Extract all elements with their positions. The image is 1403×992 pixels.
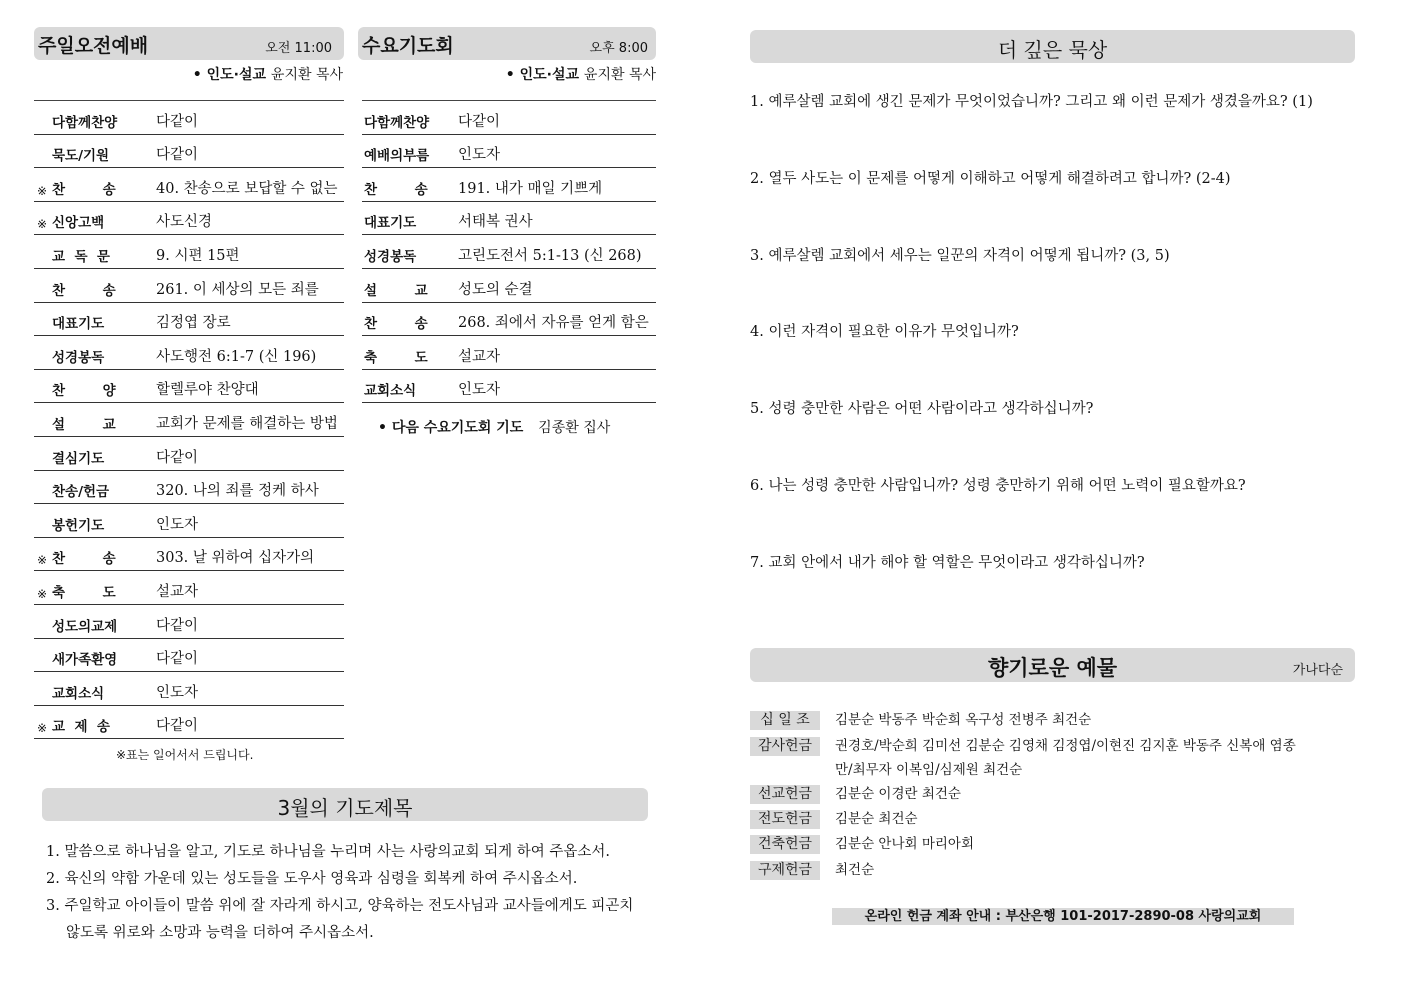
order-item: 설 교: [362, 268, 448, 302]
wednesday-order-row: [362, 168, 656, 202]
sunday-order-row: [34, 168, 344, 202]
order-item: 성경봉독: [50, 336, 146, 370]
standing-mark: ※: [34, 168, 50, 202]
order-item: 묵도/기원: [50, 134, 146, 168]
standing-mark: [34, 672, 50, 706]
meditation-header: [750, 30, 1355, 63]
sunday-order-row: [34, 638, 344, 672]
order-item: 축 도: [50, 571, 146, 605]
standing-mark: [34, 235, 50, 269]
meditation-question: 4. 이런 자격이 필요한 이유가 무엇입니까?: [750, 324, 1019, 341]
standing-mark: ※: [34, 705, 50, 739]
standing-mark: [34, 101, 50, 135]
order-item: 대표기도: [362, 201, 448, 235]
order-item: 교회소식: [362, 369, 448, 403]
standing-mark: [34, 470, 50, 504]
wednesday-header: [358, 27, 656, 60]
wednesday-order-row: [362, 336, 656, 370]
meditation-question: 5. 성령 충만한 사람은 어떤 사람이라고 생각하십니까?: [750, 401, 1094, 418]
order-item: 결심기도: [50, 436, 146, 470]
wednesday-order-row: [362, 235, 656, 269]
sunday-order-row: [34, 537, 344, 571]
order-item: 교 제 송: [50, 705, 146, 739]
wednesday-order-row: [362, 302, 656, 336]
sunday-title: 주일오전예배: [38, 35, 149, 57]
wednesday-order-row: [362, 369, 656, 403]
offering-title: 향기로운 예물: [987, 656, 1118, 680]
sunday-leader: [193, 64, 343, 84]
meditation-question: 1. 예루살렘 교회에 생긴 문제가 무엇이었습니까? 그리고 왜 이런 문제가 생겼을까요? (1): [750, 94, 1313, 110]
order-content: 교회가 문제를 해결하는 방법: [146, 403, 344, 437]
meditation-question: 6. 나는 성령 충만한 사람입니까? 성령 충만하기 위해 어떤 노력이 필요할까요?: [750, 478, 1246, 494]
sunday-header: [34, 27, 344, 60]
sunday-order-row: [34, 672, 344, 706]
order-item: 새가족환영: [50, 638, 146, 672]
order-content: 인도자: [448, 369, 656, 403]
standing-mark: [34, 134, 50, 168]
order-content: 268. 죄에서 자유를 얻게 함은: [448, 302, 656, 336]
offering-row: [750, 810, 1305, 831]
offering-label: 전도헌금: [750, 810, 820, 829]
order-content: 할렐루야 찬양대: [146, 369, 344, 403]
order-item: 찬 송: [362, 168, 448, 202]
offering-names: 김분순 최건순: [835, 811, 918, 827]
wednesday-leader-name: 윤지환 목사: [583, 67, 656, 83]
offering-label: 십 일 조: [750, 711, 820, 730]
standing-mark: [34, 403, 50, 437]
order-content: 261. 이 세상의 모든 죄를: [146, 268, 344, 302]
wednesday-order-row: [362, 134, 656, 168]
standing-mark: [34, 268, 50, 302]
order-item: 설 교: [50, 403, 146, 437]
order-content: 고린도전서 5:1-13 (신 268): [448, 235, 656, 269]
sunday-order-row: [34, 302, 344, 336]
order-item: 신앙고백: [50, 201, 146, 235]
standing-mark: [34, 604, 50, 638]
wednesday-order-table: [362, 100, 656, 403]
standing-mark: [34, 504, 50, 538]
order-content: 인도자: [448, 134, 656, 168]
order-item: 축 도: [362, 336, 448, 370]
order-item: 찬 송: [50, 268, 146, 302]
order-content: 9. 시편 15편: [146, 235, 344, 269]
standing-mark: ※: [34, 537, 50, 571]
offering-names: 김분순 안나회 마리아회: [835, 836, 974, 852]
order-content: 인도자: [146, 672, 344, 706]
sunday-order-row: [34, 504, 344, 538]
sunday-order-row: [34, 235, 344, 269]
order-content: 설교자: [448, 336, 656, 370]
sunday-order-row: [34, 470, 344, 504]
order-item: 교 독 문: [50, 235, 146, 269]
sunday-order-row: [34, 403, 344, 437]
sunday-leader-name: 윤지환 목사: [270, 67, 343, 83]
sunday-order-row: [34, 101, 344, 135]
order-item: 찬 송: [50, 537, 146, 571]
order-item: 성경봉독: [362, 235, 448, 269]
order-content: 40. 찬송으로 보답할 수 없는: [146, 168, 344, 202]
order-item: 봉헌기도: [50, 504, 146, 538]
online-account-info: 온라인 헌금 계좌 안내 : 부산은행 101-2017-2890-08 사랑의교회: [832, 908, 1294, 925]
sunday-footnote: ※표는 일어서서 드립니다.: [116, 748, 254, 762]
order-item: 성도의교제: [50, 604, 146, 638]
sunday-order-row: [34, 604, 344, 638]
order-item: 찬 송: [362, 302, 448, 336]
standing-mark: [34, 638, 50, 672]
sunday-order-row: [34, 268, 344, 302]
order-item: 찬 양: [50, 369, 146, 403]
sunday-time: 오전 11:00: [265, 41, 332, 56]
order-content: 다같이: [146, 638, 344, 672]
order-content: 인도자: [146, 504, 344, 538]
offering-label: 건축헌금: [750, 835, 820, 854]
order-content: 다같이: [146, 101, 344, 135]
standing-mark: [34, 336, 50, 370]
order-content: 김정엽 장로: [146, 302, 344, 336]
prayer-item: 2. 육신의 약함 가운데 있는 성도들을 도우사 영육과 심령을 회복케 하여 주시옵소서.: [46, 871, 578, 887]
order-content: 설교자: [146, 571, 344, 605]
offering-label: 감사헌금: [750, 737, 820, 756]
sunday-order-row: [34, 201, 344, 235]
wednesday-next-label: • 다음 수요기도회 기도: [378, 420, 524, 436]
sunday-order-row: [34, 436, 344, 470]
sunday-order-row: [34, 369, 344, 403]
order-content: 다같이: [146, 436, 344, 470]
sunday-order-row: [34, 336, 344, 370]
sunday-order-table: [34, 100, 344, 739]
order-content: 320. 나의 죄를 정케 하사: [146, 470, 344, 504]
order-item: 교회소식: [50, 672, 146, 706]
standing-mark: [34, 436, 50, 470]
order-item: 다함께찬양: [50, 101, 146, 135]
sunday-order-row: [34, 571, 344, 605]
standing-mark: ※: [34, 201, 50, 235]
sunday-order-row: [34, 705, 344, 739]
sunday-leader-label: • 인도·설교: [192, 67, 267, 83]
prayer-list: [46, 839, 646, 947]
standing-mark: [34, 302, 50, 336]
wednesday-time: 오후 8:00: [589, 41, 648, 56]
offering-row: [750, 835, 1305, 856]
offering-names: 김분순 박동주 박순희 옥구성 전병주 최건순: [835, 712, 1092, 728]
sunday-order-row: [34, 134, 344, 168]
offering-row: [750, 785, 1305, 806]
wednesday-order-row: [362, 201, 656, 235]
order-content: 성도의 순결: [448, 268, 656, 302]
order-content: 다같이: [146, 604, 344, 638]
offering-names: 권경호/박순희 김미선 김분순 김영채 김정엽/이현진 김지훈 박동주 신복애 염종만/최무자 이복임/심제원 최건순: [835, 738, 1296, 778]
offering-row: [750, 711, 1305, 732]
order-content: 다같이: [146, 134, 344, 168]
offering-order-note: 가나다순: [1292, 663, 1343, 678]
order-content: 사도행전 6:1-7 (신 196): [146, 336, 344, 370]
offering-label: 선교헌금: [750, 785, 820, 804]
prayer-item: 3. 주일학교 아이들이 말씀 위에 잘 자라게 하시고, 양육하는 전도사님과 교사들에게도 피곤치 않도록 위로와 소망과 능력을 더하여 주시옵소서.: [46, 898, 634, 941]
offering-label: 구제헌금: [750, 861, 820, 880]
prayer-title: 3월의 기도제목: [277, 796, 413, 820]
order-content: 서태복 권사: [448, 201, 656, 235]
wednesday-order-row: [362, 101, 656, 135]
wednesday-order-row: [362, 268, 656, 302]
offering-row: [750, 737, 1305, 782]
order-content: 사도신경: [146, 201, 344, 235]
order-content: 다같이: [448, 101, 656, 135]
order-item: 찬 송: [50, 168, 146, 202]
wednesday-leader-label: • 인도·설교: [505, 67, 580, 83]
meditation-question: 3. 예루살렘 교회에서 세우는 일꾼의 자격이 어떻게 됩니까? (3, 5): [750, 247, 1170, 264]
wednesday-leader: [506, 64, 656, 84]
meditation-question: 7. 교회 안에서 내가 해야 할 역할은 무엇이라고 생각하십니까?: [750, 554, 1145, 571]
order-item: 대표기도: [50, 302, 146, 336]
meditation-question: 2. 열두 사도는 이 문제를 어떻게 이해하고 어떻게 해결하려고 합니까? (2-4): [750, 170, 1231, 187]
order-content: 다같이: [146, 705, 344, 739]
order-item: 예배의부름: [362, 134, 448, 168]
meditation-title: 더 깊은 묵상: [997, 38, 1108, 62]
order-item: 다함께찬양: [362, 101, 448, 135]
offering-names: 김분순 이경란 최건순: [835, 786, 961, 802]
wednesday-next-prayer: [378, 417, 610, 437]
offering-names: 최건순: [835, 862, 875, 878]
offering-header: [750, 648, 1355, 682]
order-content: 191. 내가 매일 기쁘게: [448, 168, 656, 202]
offering-row: [750, 861, 1305, 882]
standing-mark: [34, 369, 50, 403]
order-content: 303. 날 위하여 십자가의: [146, 537, 344, 571]
prayer-header: [42, 788, 648, 821]
prayer-item: 1. 말씀으로 하나님을 알고, 기도로 하나님을 누리며 사는 사랑의교회 되게 하여 주옵소서.: [46, 844, 610, 860]
order-item: 찬송/헌금: [50, 470, 146, 504]
wednesday-next-name: 김종환 집사: [538, 420, 611, 436]
wednesday-title: 수요기도회: [362, 35, 454, 57]
standing-mark: ※: [34, 571, 50, 605]
